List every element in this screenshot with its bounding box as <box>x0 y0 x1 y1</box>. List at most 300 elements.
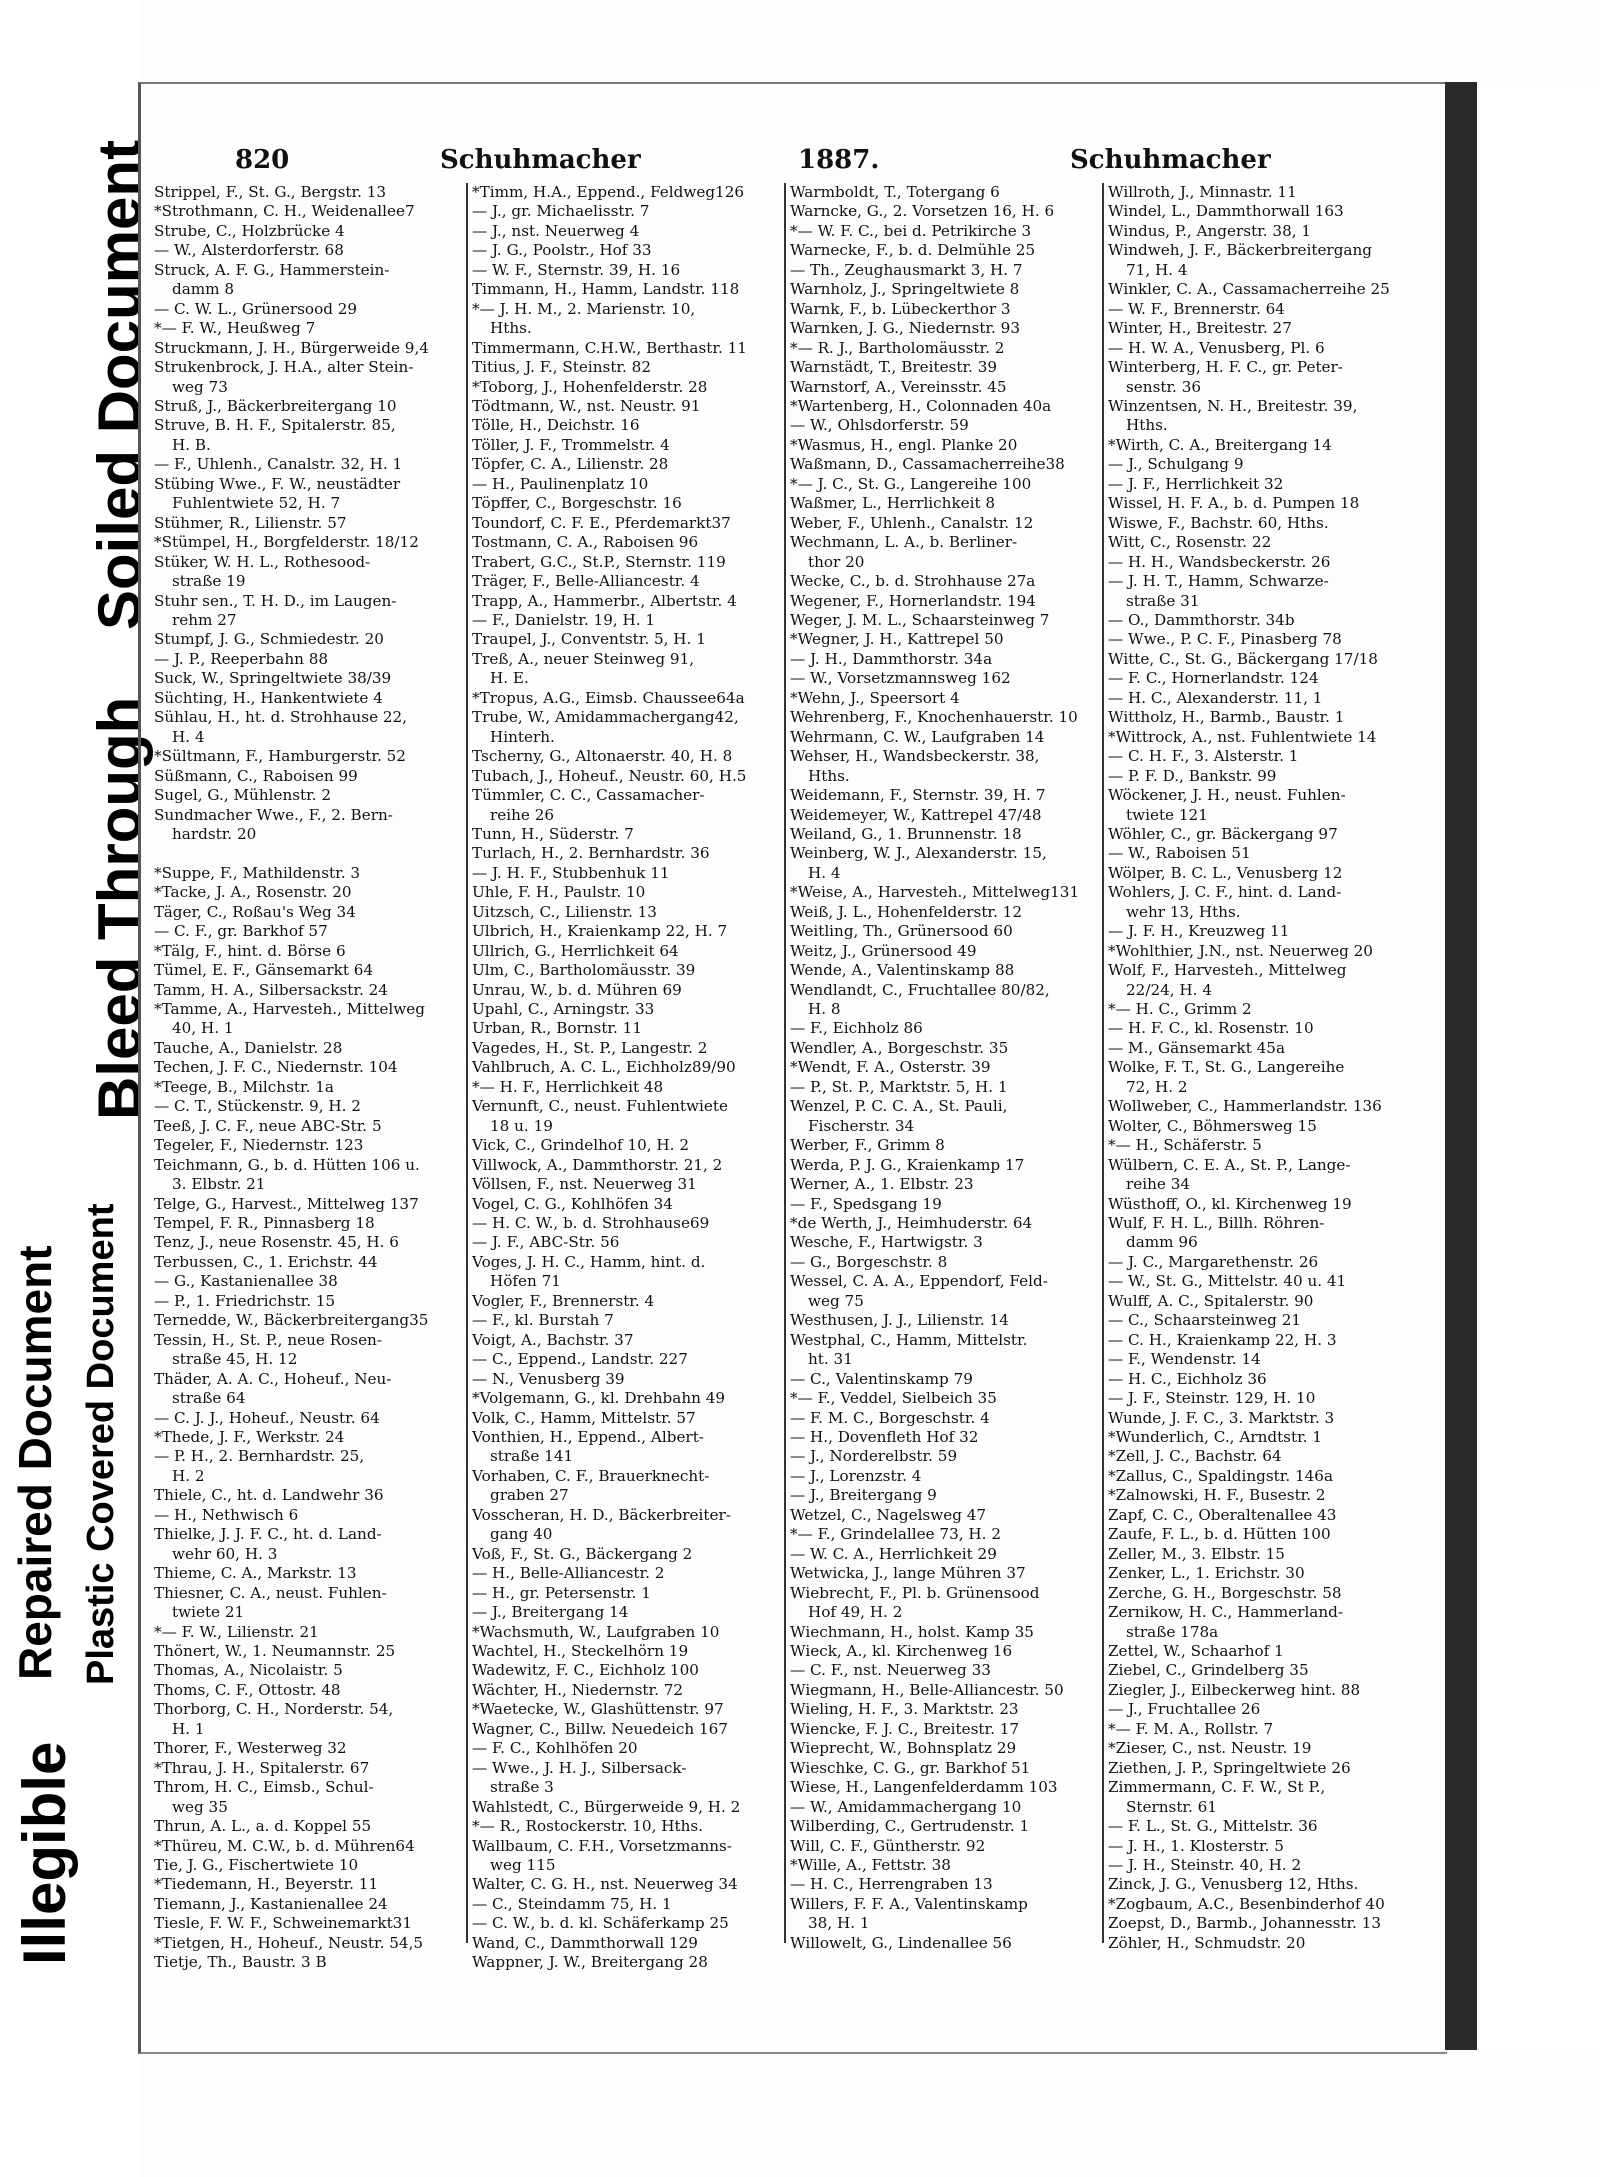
directory-entry: Upahl, C., Arningstr. 33 <box>472 1000 655 1019</box>
directory-entry: twiete 121 <box>1126 805 1208 824</box>
directory-entry: *Zieser, C., nst. Neustr. 19 <box>1108 1739 1312 1758</box>
directory-entry: Wendler, A., Borgeschstr. 35 <box>790 1038 1009 1057</box>
directory-entry: — J., Breitergang 9 <box>790 1486 937 1505</box>
directory-entry: Stühmer, R., Lilienstr. 57 <box>154 513 347 532</box>
directory-entry: — J., Schulgang 9 <box>1108 455 1244 474</box>
directory-entry: straße 64 <box>172 1389 246 1408</box>
directory-entry: — F. L., St. G., Mittelstr. 36 <box>1108 1817 1318 1836</box>
directory-entry: — J. P., Reeperbahn 88 <box>154 649 329 668</box>
entry-column-3 <box>786 183 1104 1952</box>
directory-entry: Thiele, C., ht. d. Landwehr 36 <box>154 1486 384 1505</box>
directory-entry: Waßmann, D., Cassamacherreihe38 <box>790 455 1065 474</box>
directory-entry: *— J. H. M., 2. Marienstr. 10, <box>472 299 696 318</box>
directory-entry: Waßmer, L., Herrlichkeit 8 <box>790 494 996 513</box>
directory-entry: Witte, C., St. G., Bäckergang 17/18 <box>1108 649 1378 668</box>
directory-entry: Thieme, C. A., Markstr. 13 <box>154 1564 357 1583</box>
directory-entry: Trube, W., Amidammachergang42, <box>472 708 739 727</box>
directory-entry: *Wille, A., Fettstr. 38 <box>790 1855 951 1874</box>
directory-entry: Tiemann, J., Kastanienallee 24 <box>154 1894 388 1913</box>
directory-entry: damm 96 <box>1126 1233 1198 1252</box>
directory-entry: — J., Norderelbstr. 59 <box>790 1447 958 1466</box>
directory-entry: twiete 21 <box>172 1603 245 1622</box>
directory-entry: — C. W. L., Grünersood 29 <box>154 299 358 318</box>
directory-entry: Ziebel, C., Grindelberg 35 <box>1108 1661 1309 1680</box>
directory-entry: Wächter, H., Niedernstr. 72 <box>472 1680 684 1699</box>
directory-entry: *Waetecke, W., Glashüttenstr. 97 <box>472 1700 724 1719</box>
directory-entry: Tegeler, F., Niedernstr. 123 <box>154 1136 364 1155</box>
directory-entry: — W. C. A., Herrlichkeit 29 <box>790 1544 997 1563</box>
directory-entry: 3. Elbstr. 21 <box>172 1175 266 1194</box>
directory-entry: — H., Belle-Alliancestr. 2 <box>472 1564 665 1583</box>
directory-entry: straße 19 <box>172 572 246 591</box>
directory-entry: Werner, A., 1. Elbstr. 23 <box>790 1175 974 1194</box>
directory-entry: straße 141 <box>490 1447 574 1466</box>
directory-entry: *Toborg, J., Hohenfelderstr. 28 <box>472 377 708 396</box>
directory-entry: Wiechmann, H., holst. Kamp 35 <box>790 1622 1034 1641</box>
directory-entry: — C., Valentinskamp 79 <box>790 1369 973 1388</box>
directory-entry: *Wunderlich, C., Arndtstr. 1 <box>1108 1428 1322 1446</box>
directory-entry: Ziethen, J. P., Springeltwiete 26 <box>1108 1758 1351 1777</box>
directory-entry: Winkler, C. A., Cassamacherreihe 25 <box>1108 280 1390 299</box>
directory-entry: weg 115 <box>490 1855 556 1874</box>
directory-entry: — W., Vorsetzmannsweg 162 <box>790 669 1011 688</box>
directory-entry: *Wohlthier, J.N., nst. Neuerweg 20 <box>1108 941 1373 960</box>
directory-entry: — N., Venusberg 39 <box>472 1369 625 1388</box>
label-soiled-document: Soiled Document <box>86 139 153 630</box>
directory-entry: Töller, J. F., Trommelstr. 4 <box>472 435 670 454</box>
directory-entry: *— F. W., Heußweg 7 <box>154 319 316 338</box>
directory-entry: *Zogbaum, A.C., Besenbinderhof 40 <box>1108 1894 1385 1913</box>
directory-entry: — C., Schaarsteinweg 21 <box>1108 1311 1302 1330</box>
directory-entry: Toundorf, C. F. E., Pferdemarkt37 <box>472 513 731 532</box>
directory-entry: 22/24, H. 4 <box>1126 980 1212 999</box>
directory-entry: *— R. J., Bartholomäusstr. 2 <box>790 338 1005 357</box>
directory-entry: — J. H., 1. Klosterstr. 5 <box>1108 1836 1284 1855</box>
directory-entry: Hths. <box>808 766 850 785</box>
directory-entry: 40, H. 1 <box>172 1019 234 1038</box>
directory-entry: Weitling, Th., Grünersood 60 <box>790 922 1013 941</box>
directory-entry: Trapp, A., Hammerbr., Albertstr. 4 <box>472 591 737 610</box>
directory-entry: Ulm, C., Bartholomäusstr. 39 <box>472 961 696 980</box>
directory-entry: *Stümpel, H., Borgfelderstr. 18/12 <box>154 533 419 552</box>
directory-entry: Wilberding, C., Gertrudenstr. 1 <box>790 1817 1030 1836</box>
page-number: 820 <box>235 145 290 175</box>
directory-entry: — Wwe., J. H. J., Silbersack- <box>472 1758 687 1777</box>
directory-entry: Wöhler, C., gr. Bäckergang 97 <box>1108 824 1338 843</box>
directory-entry: Willers, F. F. A., Valentinskamp <box>790 1894 1028 1913</box>
directory-entry: Vogel, C. G., Kohlhöfen 34 <box>472 1194 673 1213</box>
directory-entry: Wölper, B. C. L., Venusberg 12 <box>1108 863 1343 882</box>
directory-entry: Tostmann, C. A., Raboisen 96 <box>472 533 699 552</box>
directory-entry: 38, H. 1 <box>808 1914 870 1933</box>
directory-entry: — C. F., gr. Barkhof 57 <box>154 922 328 941</box>
directory-entry: Warmboldt, T., Totergang 6 <box>790 183 1000 201</box>
directory-entry: — J., Lorenzstr. 4 <box>790 1466 922 1485</box>
directory-entry: Ullrich, G., Herrlichkeit 64 <box>472 941 679 960</box>
directory-entry: Strukenbrock, J. H.A., alter Stein- <box>154 358 414 377</box>
directory-entry: — H. C. W., b. d. Strohhause69 <box>472 1214 710 1233</box>
directory-entry: Wesche, F., Hartwigstr. 3 <box>790 1233 983 1252</box>
directory-entry: H. E. <box>490 669 529 688</box>
directory-entry: Wolter, C., Böhmersweg 15 <box>1108 1116 1317 1135</box>
directory-entry: — C. W., b. d. kl. Schäferkamp 25 <box>472 1914 729 1933</box>
directory-entry: Tscherny, G., Altonaerstr. 40, H. 8 <box>472 747 733 766</box>
directory-entry: — W., Ohlsdorferstr. 59 <box>790 416 969 435</box>
directory-entry: — G., Kastanienallee 38 <box>154 1272 338 1291</box>
directory-entry: Voß, F., St. G., Bäckergang 2 <box>472 1544 693 1563</box>
directory-entry: *Tropus, A.G., Eimsb. Chaussee64a <box>472 688 745 707</box>
directory-entry: Wenzel, P. C. C. A., St. Pauli, <box>790 1097 1008 1116</box>
directory-entry: Hths. <box>490 319 532 338</box>
directory-entry: Wunde, J. F. C., 3. Marktstr. 3 <box>1108 1408 1335 1427</box>
directory-entry: Wulf, F. H. L., Billh. Röhren- <box>1108 1214 1325 1233</box>
directory-entry: Wolke, F. T., St. G., Langereihe <box>1108 1058 1345 1077</box>
directory-entry: Wülbern, C. E. A., St. P., Lange- <box>1108 1155 1351 1174</box>
directory-entry: *Suppe, F., Mathildenstr. 3 <box>154 863 361 882</box>
directory-entry: — F., Wendenstr. 14 <box>1108 1350 1261 1369</box>
directory-entry: Wagner, C., Billw. Neuedeich 167 <box>472 1719 728 1738</box>
directory-entry: reihe 26 <box>490 805 555 824</box>
directory-entry: Windus, P., Angerstr. 38, 1 <box>1108 221 1312 240</box>
directory-entry: Stübing Wwe., F. W., neustädter <box>154 474 401 493</box>
directory-entry: Wadewitz, F. C., Eichholz 100 <box>472 1661 699 1680</box>
directory-entry: — P., 1. Friedrichstr. 15 <box>154 1291 336 1310</box>
directory-entry: *Thüreu, M. C.W., b. d. Mühren64 <box>154 1836 415 1855</box>
directory-entry: *Tälg, F., hint. d. Börse 6 <box>154 941 346 960</box>
directory-entry: — F., Eichholz 86 <box>790 1019 923 1038</box>
directory-entry: Struckmann, J. H., Bürgerweide 9,4 <box>154 338 429 357</box>
directory-entry: Villwock, A., Dammthorstr. 21, 2 <box>472 1155 723 1174</box>
directory-entry: Urban, R., Bornstr. 11 <box>472 1019 643 1038</box>
directory-entry: *— W. F. C., bei d. Petrikirche 3 <box>790 221 1032 240</box>
directory-entry: Tenz, J., neue Rosenstr. 45, H. 6 <box>154 1233 399 1252</box>
directory-entry: Höfen 71 <box>490 1272 561 1291</box>
directory-entry: Tölle, H., Deichstr. 16 <box>472 416 640 435</box>
directory-entry: H. 8 <box>808 1000 841 1019</box>
directory-entry: Vonthien, H., Eppend., Albert- <box>472 1428 704 1446</box>
directory-entry: — P. H., 2. Bernhardstr. 25, <box>154 1447 365 1466</box>
directory-entry: — H. F. C., kl. Rosenstr. 10 <box>1108 1019 1314 1038</box>
label-repaired-document: Repaired Document <box>9 1245 61 1680</box>
directory-entry: *Volgemann, G., kl. Drehbahn 49 <box>472 1389 726 1408</box>
directory-entry: — J. F., Herrlichkeit 32 <box>1108 474 1284 493</box>
directory-entry: Tubach, J., Hoheuf., Neustr. 60, H.5 <box>472 766 747 785</box>
directory-entry: Strippel, F., St. G., Bergstr. 13 <box>154 183 387 201</box>
directory-entry: *— F., Veddel, Sielbeich 35 <box>790 1389 997 1408</box>
directory-entry: Süchting, H., Hankentwiete 4 <box>154 688 383 707</box>
directory-entry: Zinck, J. G., Venusberg 12, Hths. <box>1108 1875 1359 1894</box>
directory-entry: Wohlers, J. C. F., hint. d. Land- <box>1108 883 1342 902</box>
directory-entry: — F., Danielstr. 19, H. 1 <box>472 610 656 629</box>
directory-entry: — G., Borgeschstr. 8 <box>790 1252 948 1271</box>
directory-entry: Ternedde, W., Bäckerbreitergang35 <box>154 1311 429 1330</box>
directory-entry: Thiesner, C. A., neust. Fuhlen- <box>154 1583 387 1602</box>
directory-entry: Sternstr. 61 <box>1126 1797 1218 1816</box>
directory-entry: Weinberg, W. J., Alexanderstr. 15, <box>790 844 1047 863</box>
directory-entry: — O., Dammthorstr. 34b <box>1108 610 1295 629</box>
directory-entry: hardstr. 20 <box>172 824 257 843</box>
directory-entry: Suck, W., Springeltwiete 38/39 <box>154 669 392 688</box>
directory-entry: Hths. <box>1126 416 1168 435</box>
directory-entry: Thönert, W., 1. Neumannstr. 25 <box>154 1641 396 1660</box>
directory-entry: weg 35 <box>172 1797 228 1816</box>
directory-entry: Wieschke, C. G., gr. Barkhof 51 <box>790 1758 1031 1777</box>
directory-entry: Unrau, W., b. d. Mühren 69 <box>472 980 682 999</box>
directory-entry: — H. H., Wandsbeckerstr. 26 <box>1108 552 1331 571</box>
directory-entry: Zapf, C. C., Oberaltenallee 43 <box>1108 1505 1337 1524</box>
directory-entry: — F. M. C., Borgeschstr. 4 <box>790 1408 990 1427</box>
directory-entry: Tauche, A., Danielstr. 28 <box>154 1038 343 1057</box>
directory-entry: Wiegmann, H., Belle-Alliancestr. 50 <box>790 1680 1064 1699</box>
directory-entry: — J., Breitergang 14 <box>472 1603 629 1622</box>
directory-entry: — J. H. F., Stubbenhuk 11 <box>472 863 670 882</box>
directory-entry: Ziegler, J., Eilbeckerweg hint. 88 <box>1108 1680 1361 1699</box>
directory-entry: Wieck, A., kl. Kirchenweg 16 <box>790 1641 1013 1660</box>
directory-entry: Stumpf, J. G., Schmiedestr. 20 <box>154 630 384 649</box>
directory-entry: — J., Fruchtallee 26 <box>1108 1700 1261 1719</box>
directory-entry: Werber, F., Grimm 8 <box>790 1136 945 1155</box>
directory-entry: — J., gr. Michaelisstr. 7 <box>472 202 650 221</box>
directory-entry: Warnstorf, A., Vereinsstr. 45 <box>790 377 1007 396</box>
directory-entry: *Thrau, J. H., Spitalerstr. 67 <box>154 1758 370 1777</box>
directory-entry: — H., Nethwisch 6 <box>154 1505 299 1524</box>
directory-entry: thor 20 <box>808 552 865 571</box>
directory-entry: Weiland, G., 1. Brunnenstr. 18 <box>790 824 1022 843</box>
directory-entry: Fischerstr. 34 <box>808 1116 915 1135</box>
directory-entry: Wessel, C. A. A., Eppendorf, Feld- <box>790 1272 1048 1291</box>
directory-entry: Westphal, C., Hamm, Mittelstr. <box>790 1330 1028 1349</box>
directory-entry: — C. T., Stückenstr. 9, H. 2 <box>154 1097 361 1116</box>
entry-columns <box>150 183 1425 1972</box>
directory-entry: *Wirth, C. A., Breitergang 14 <box>1108 435 1332 454</box>
directory-entry: *Wittrock, A., nst. Fuhlentwiete 14 <box>1108 727 1377 746</box>
directory-entry: Werda, P. J. G., Kraienkamp 17 <box>790 1155 1025 1174</box>
directory-entry: — W., Raboisen 51 <box>1108 844 1251 863</box>
directory-entry: Wendlandt, C., Fruchtallee 80/82, <box>790 980 1050 999</box>
entry-column-1 <box>150 183 468 1972</box>
directory-entry: Techen, J. F. C., Niedernstr. 104 <box>154 1058 398 1077</box>
directory-entry: Wöckener, J. H., neust. Fuhlen- <box>1108 786 1346 805</box>
directory-entry: — W., Alsterdorferstr. 68 <box>154 241 344 260</box>
directory-entry: Zoepst, D., Barmb., Johannesstr. 13 <box>1108 1914 1382 1933</box>
directory-entry: Tümmler, C. C., Cassamacher- <box>472 786 705 805</box>
directory-entry: Struß, J., Bäckerbreitergang 10 <box>154 396 397 415</box>
directory-entry: Wehser, H., Wandsbeckerstr. 38, <box>790 747 1040 766</box>
directory-entry: Wieling, H. F., 3. Marktstr. 23 <box>790 1700 1019 1719</box>
entry-column-4 <box>1104 183 1422 1952</box>
directory-entry: Voges, J. H. C., Hamm, hint. d. <box>472 1252 706 1271</box>
directory-entry: 71, H. 4 <box>1126 260 1188 279</box>
directory-entry: Wiebrecht, F., Pl. b. Grünensood <box>790 1583 1040 1602</box>
directory-entry: — H. C., Eichholz 36 <box>1108 1369 1267 1388</box>
directory-entry: Sundmacher Wwe., F., 2. Bern- <box>154 805 393 824</box>
directory-entry: Tödtmann, W., nst. Neustr. 91 <box>472 396 701 415</box>
directory-entry: Uitzsch, C., Lilienstr. 13 <box>472 902 657 921</box>
directory-entry: — F. C., Kohlhöfen 20 <box>472 1739 638 1758</box>
directory-entry: *— F. M. A., Rollstr. 7 <box>1108 1719 1274 1738</box>
directory-entry: Struck, A. F. G., Hammerstein- <box>154 260 390 279</box>
directory-entry: H. 4 <box>172 727 205 746</box>
directory-entry: *Weise, A., Harvesteh., Mittelweg131 <box>790 883 1080 902</box>
directory-entry: Warnholz, J., Springeltwiete 8 <box>790 280 1020 299</box>
directory-entry: — Wwe., P. C. F., Pinasberg 78 <box>1108 630 1342 649</box>
directory-entry: Wolf, F., Harvesteh., Mittelweg <box>1108 961 1347 980</box>
left-running-title: Schuhmacher <box>440 145 641 175</box>
directory-entry: *— H. C., Grimm 2 <box>1108 1000 1252 1019</box>
directory-entry: Tunn, H., Süderstr. 7 <box>472 824 634 843</box>
directory-entry: H. 4 <box>808 863 841 882</box>
directory-entry: — J. F., Steinstr. 129, H. 10 <box>1108 1389 1316 1408</box>
directory-entry: Turlach, H., 2. Bernhardstr. 36 <box>472 844 710 863</box>
directory-entry: *— F. W., Lilienstr. 21 <box>154 1622 319 1641</box>
directory-entry: Throm, H. C., Eimsb., Schul- <box>154 1778 374 1797</box>
directory-entry: Wiencke, F. J. C., Breitestr. 17 <box>790 1719 1020 1738</box>
directory-entry <box>154 844 462 863</box>
directory-entry: — F., Spedsgang 19 <box>790 1194 942 1213</box>
directory-entry: — C., Steindamm 75, H. 1 <box>472 1894 672 1913</box>
directory-entry: — H. C., Alexanderstr. 11, 1 <box>1108 688 1323 707</box>
directory-entry: ht. 31 <box>808 1350 853 1369</box>
directory-entry: Wulff, A. C., Spitalerstr. 90 <box>1108 1291 1314 1310</box>
directory-entry: Wollweber, C., Hammerlandstr. 136 <box>1108 1097 1382 1116</box>
directory-entry: Täger, C., Roßau's Weg 34 <box>154 902 356 921</box>
directory-entry: Zettel, W., Schaarhof 1 <box>1108 1641 1284 1660</box>
directory-entry: Träger, F., Belle-Alliancestr. 4 <box>472 572 700 591</box>
directory-entry: wehr 60, H. 3 <box>172 1544 278 1563</box>
directory-entry: — W., Amidammachergang 10 <box>790 1797 1022 1816</box>
directory-entry: Tümel, E. F., Gänsemarkt 64 <box>154 961 374 980</box>
directory-entry: Trabert, G.C., St.P., Sternstr. 119 <box>472 552 726 571</box>
directory-entry: Thorer, F., Westerweg 32 <box>154 1739 347 1758</box>
directory-entry: Warnk, F., b. Lübeckerthor 3 <box>790 299 1011 318</box>
directory-entry: — W. F., Brennerstr. 64 <box>1108 299 1285 318</box>
directory-entry: Warncke, G., 2. Vorsetzen 16, H. 6 <box>790 202 1055 221</box>
directory-entry: Strube, C., Holzbrücke 4 <box>154 221 345 240</box>
directory-entry: Wende, A., Valentinskamp 88 <box>790 961 1015 980</box>
directory-entry: Winterberg, H. F. C., gr. Peter- <box>1108 358 1343 377</box>
directory-entry: Wüsthoff, O., kl. Kirchenweg 19 <box>1108 1194 1352 1213</box>
directory-entry: *Wendt, F. A., Osterstr. 39 <box>790 1058 991 1077</box>
directory-entry: — F., Uhlenh., Canalstr. 32, H. 1 <box>154 455 403 474</box>
directory-entry: Willroth, J., Minnastr. 11 <box>1108 183 1297 201</box>
directory-entry: Weger, J. M. L., Schaarsteinweg 7 <box>790 610 1050 629</box>
directory-entry: Vahlbruch, A. C. L., Eichholz89/90 <box>472 1058 736 1077</box>
directory-entry: Sugel, G., Mühlenstr. 2 <box>154 786 332 805</box>
directory-entry: *Strothmann, C. H., Weidenallee7 <box>154 202 415 221</box>
directory-entry: Vogler, F., Brennerstr. 4 <box>472 1291 655 1310</box>
directory-entry: — J. C., Margarethenstr. 26 <box>1108 1252 1319 1271</box>
directory-entry: Windweh, J. F., Bäckerbreitergang <box>1108 241 1372 260</box>
directory-entry: *Thede, J. F., Werkstr. 24 <box>154 1427 345 1446</box>
directory-entry: 72, H. 2 <box>1126 1077 1188 1096</box>
directory-entry: Timmermann, C.H.W., Berthastr. 11 <box>472 338 747 357</box>
directory-entry: Zaufe, F. L., b. d. Hütten 100 <box>1108 1525 1331 1544</box>
directory-entry: Witt, C., Rosenstr. 22 <box>1108 533 1272 552</box>
directory-entry: Warnstädt, T., Breitestr. 39 <box>790 358 998 377</box>
directory-entry: Tempel, F. R., Pinnasberg 18 <box>154 1214 375 1232</box>
entry-column-2 <box>468 183 786 1972</box>
directory-entry: Stüker, W. H. L., Rothesood- <box>154 552 371 571</box>
directory-entry: *Wachsmuth, W., Laufgraben 10 <box>472 1622 720 1641</box>
directory-entry: Voigt, A., Bachstr. 37 <box>472 1330 634 1349</box>
page-edge-shadow <box>1445 82 1477 2050</box>
directory-entry: — C. H., Kraienkamp 22, H. 3 <box>1108 1330 1337 1349</box>
directory-entry: weg 73 <box>172 377 228 396</box>
directory-entry: *Zalnowski, H. F., Busestr. 2 <box>1108 1486 1326 1505</box>
directory-entry: Windel, L., Dammthorwall 163 <box>1108 202 1344 221</box>
directory-entry: wehr 13, Hths. <box>1126 902 1241 921</box>
directory-entry: *Tietgen, H., Hoheuf., Neustr. 54,5 <box>154 1933 424 1952</box>
directory-entry: — C. H. F., 3. Alsterstr. 1 <box>1108 747 1299 766</box>
directory-entry: senstr. 36 <box>1126 377 1202 396</box>
directory-entry: *— H., Schäferstr. 5 <box>1108 1136 1262 1155</box>
directory-entry: *Zallus, C., Spaldingstr. 146a <box>1108 1466 1334 1485</box>
directory-entry: H. B. <box>172 435 211 454</box>
directory-entry: — C., Eppend., Landstr. 227 <box>472 1350 688 1369</box>
directory-entry: — J. H., Steinstr. 40, H. 2 <box>1108 1855 1302 1874</box>
directory-entry: Wieprecht, W., Bohnsplatz 29 <box>790 1739 1017 1758</box>
directory-entry: Wetzel, C., Nagelsweg 47 <box>790 1505 987 1524</box>
directory-page <box>150 135 1425 1972</box>
directory-entry: — J. F. H., Kreuzweg 11 <box>1108 922 1290 941</box>
directory-entry: Wehrenberg, F., Knochenhauerstr. 10 <box>790 708 1078 727</box>
directory-entry: *Sültmann, F., Hamburgerstr. 52 <box>154 747 406 766</box>
directory-entry: Wahlstedt, C., Bürgerweide 9, H. 2 <box>472 1797 741 1816</box>
directory-entry: Winter, H., Breitestr. 27 <box>1108 319 1292 338</box>
directory-entry: 18 u. 19 <box>490 1116 553 1135</box>
directory-entry: *de Werth, J., Heimhuderstr. 64 <box>790 1214 1033 1233</box>
directory-entry: Thomas, A., Nicolaistr. 5 <box>154 1661 343 1680</box>
directory-entry: — Th., Zeughausmarkt 3, H. 7 <box>790 260 1023 279</box>
directory-entry: Weiß, J. L., Hohenfelderstr. 12 <box>790 902 1022 921</box>
directory-entry: *Teege, B., Milchstr. 1a <box>154 1077 334 1096</box>
directory-entry: *Wartenberg, H., Colonnaden 40a <box>790 396 1052 415</box>
directory-entry: straße 31 <box>1126 591 1200 610</box>
directory-entry: Wiswe, F., Bachstr. 60, Hths. <box>1108 513 1329 532</box>
directory-entry: graben 27 <box>490 1486 569 1505</box>
directory-entry: — H., gr. Petersenstr. 1 <box>472 1583 651 1602</box>
directory-entry: Vorhaben, C. F., Brauerknecht- <box>472 1466 710 1485</box>
directory-entry: *Zell, J. C., Bachstr. 64 <box>1108 1447 1282 1466</box>
directory-entry: *Wasmus, H., engl. Planke 20 <box>790 435 1018 454</box>
directory-entry: Zeller, M., 3. Elbstr. 15 <box>1108 1544 1285 1563</box>
directory-entry: — H. W. A., Venusberg, Pl. 6 <box>1108 338 1325 357</box>
directory-entry: *— J. C., St. G., Langereihe 100 <box>790 474 1032 493</box>
directory-entry: Thoms, C. F., Ottostr. 48 <box>154 1680 341 1699</box>
label-illegible: Illegible <box>11 1741 78 1965</box>
directory-entry: Winzentsen, N. H., Breitestr. 39, <box>1108 396 1358 415</box>
directory-entry: Töpfer, C. A., Lilienstr. 28 <box>472 455 669 474</box>
directory-entry: — C. J. J., Hoheuf., Neustr. 64 <box>154 1408 380 1427</box>
directory-entry: — J. H. T., Hamm, Schwarze- <box>1108 572 1329 591</box>
directory-entry: Wechmann, L. A., b. Berliner- <box>790 533 1018 552</box>
directory-entry: — W., St. G., Mittelstr. 40 u. 41 <box>1108 1272 1347 1291</box>
directory-entry: Vagedes, H., St. P., Langestr. 2 <box>472 1038 708 1057</box>
directory-entry: *— H. F., Herrlichkeit 48 <box>472 1077 664 1096</box>
condition-label-strip <box>0 0 153 2177</box>
directory-entry: — P. F. D., Bankstr. 99 <box>1108 766 1277 785</box>
directory-entry: Tietje, Th., Baustr. 3 B <box>154 1953 327 1972</box>
directory-entry: Teichmann, G., b. d. Hütten 106 u. <box>154 1155 420 1174</box>
directory-entry: Fuhlentwiete 52, H. 7 <box>172 494 341 513</box>
directory-entry: Töpffer, C., Borgeschstr. 16 <box>472 494 682 513</box>
page-header <box>150 145 1425 185</box>
directory-entry: Terbussen, C., 1. Erichstr. 44 <box>154 1252 378 1271</box>
directory-entry: Treß, A., neuer Steinweg 91, <box>472 649 695 668</box>
directory-entry: Zöhler, H., Schmudstr. 20 <box>1108 1933 1306 1952</box>
directory-entry: Stuhr sen., T. H. D., im Laugen- <box>154 591 397 610</box>
directory-entry: Hof 49, H. 2 <box>808 1603 903 1622</box>
